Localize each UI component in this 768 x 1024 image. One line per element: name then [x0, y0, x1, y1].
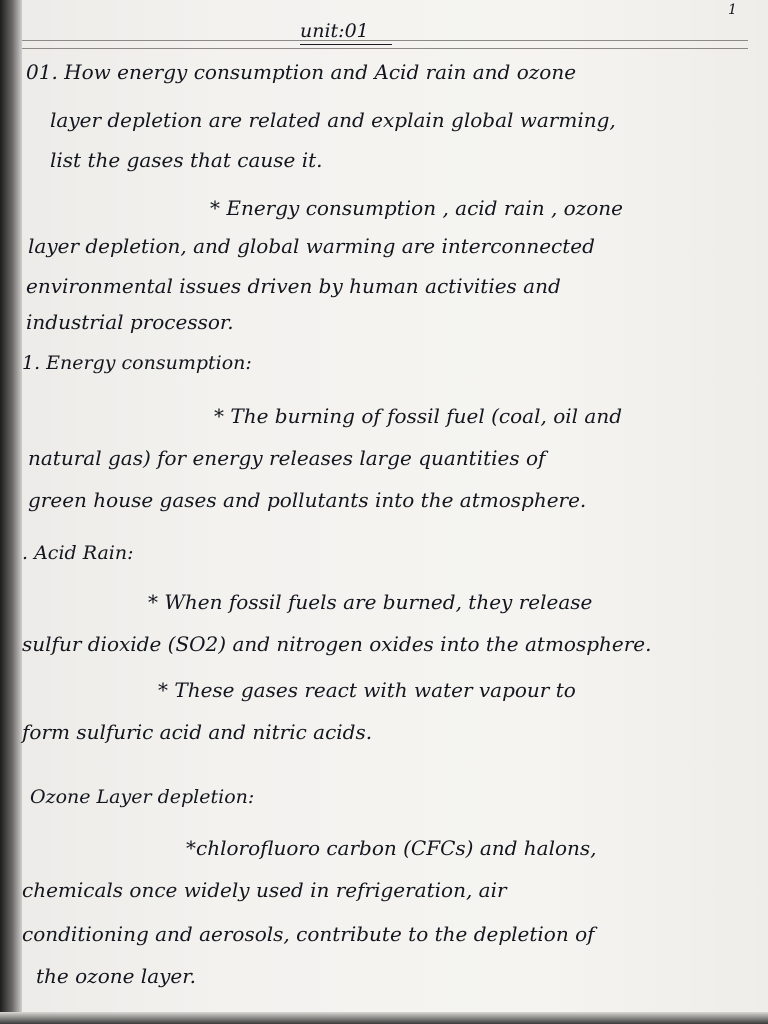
ruled-line: [22, 40, 748, 41]
unit-title: unit:01: [300, 20, 369, 42]
intro-line: industrial processor.: [26, 310, 234, 334]
section-heading-acid-rain: . Acid Rain:: [22, 542, 134, 564]
acid-rain-line: form sulfuric acid and nitric acids.: [22, 720, 373, 744]
ozone-line: *chlorofluoro carbon (CFCs) and halons,: [186, 836, 597, 860]
notebook-spine: [0, 0, 22, 1024]
question-line: 01. How energy consumption and Acid rain and ozone: [26, 60, 577, 84]
acid-rain-line: * When fossil fuels are burned, they release: [148, 590, 593, 614]
intro-line: * Energy consumption , acid rain , ozone: [210, 196, 624, 220]
intro-line: environmental issues driven by human activities and: [26, 274, 561, 298]
energy-line: natural gas) for energy releases large quantities of: [28, 446, 546, 470]
ozone-line: the ozone layer.: [36, 964, 196, 988]
page-bottom-edge: [0, 1012, 768, 1024]
acid-rain-line: * These gases react with water vapour to: [158, 678, 576, 702]
acid-rain-line: sulfur dioxide (SO2) and nitrogen oxides into the atmosphere.: [22, 632, 652, 656]
section-heading-energy: 1. Energy consumption:: [22, 352, 252, 374]
energy-line: green house gases and pollutants into the atmosphere.: [28, 488, 587, 512]
header-underline: [300, 44, 392, 45]
ozone-line: conditioning and aerosols, contribute to the depletion of: [22, 922, 595, 946]
question-line: layer depletion are related and explain global warming,: [50, 108, 616, 132]
question-line: list the gases that cause it.: [50, 148, 323, 172]
page-number: 1: [728, 2, 737, 18]
intro-line: layer depletion, and global warming are interconnected: [28, 234, 595, 258]
ozone-line: chemicals once widely used in refrigeration, air: [22, 878, 507, 902]
energy-line: * The burning of fossil fuel (coal, oil and: [214, 404, 623, 428]
section-heading-ozone: Ozone Layer depletion:: [30, 786, 255, 808]
ruled-line: [22, 48, 748, 49]
